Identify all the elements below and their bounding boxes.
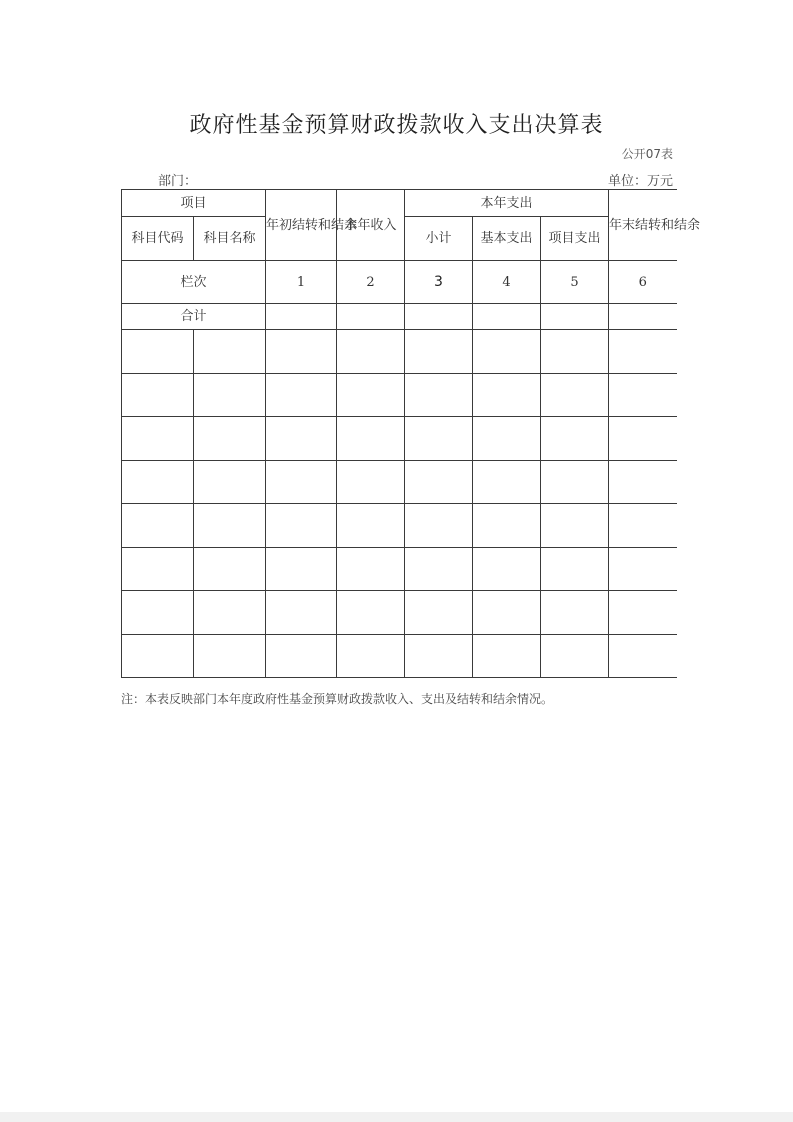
table-cell [541, 417, 609, 461]
table-cell [473, 330, 541, 374]
header-code: 科目代码 [122, 217, 194, 261]
table-cell [194, 635, 266, 678]
table-row [122, 504, 677, 548]
table-cell [266, 330, 337, 374]
table-cell [609, 330, 677, 374]
table-cell [194, 504, 266, 548]
table-cell [194, 374, 266, 417]
table-cell [405, 417, 473, 461]
table-row [122, 635, 677, 678]
table-cell [266, 374, 337, 417]
table-cell [405, 635, 473, 678]
serial-number: 2 [337, 261, 405, 304]
table-cell [541, 548, 609, 591]
table-cell [609, 591, 677, 635]
viewer-bottom-band [0, 1112, 793, 1122]
table-cell [541, 461, 609, 504]
table-cell [337, 330, 405, 374]
department-label: 部门： [158, 174, 198, 189]
table-cell [337, 504, 405, 548]
table-cell [266, 548, 337, 591]
header-name: 科目名称 [194, 217, 266, 261]
table-cell [122, 548, 194, 591]
header-carry-end: 年末结转和结余 [609, 190, 677, 261]
header-expense-group: 本年支出 [405, 190, 609, 217]
table-cell [609, 461, 677, 504]
page-title: 政府性基金预算财政拨款收入支出决算表 [189, 113, 604, 138]
total-row [122, 304, 677, 330]
table-cell [609, 417, 677, 461]
table-cell [609, 635, 677, 678]
table-cell [194, 461, 266, 504]
table-row [122, 548, 677, 591]
serial-number: 4 [473, 261, 541, 304]
table-cell [122, 591, 194, 635]
table-cell [473, 635, 541, 678]
form-code: 公开07表 [621, 147, 673, 161]
table-cell [541, 304, 609, 330]
table-cell [337, 417, 405, 461]
table-cell [609, 548, 677, 591]
serial-number: 5 [541, 261, 609, 304]
table-cell [609, 304, 677, 330]
total-label: 合计 [122, 304, 266, 330]
table-cell [122, 461, 194, 504]
table-cell [541, 374, 609, 417]
table-cell [194, 417, 266, 461]
table-cell [122, 374, 194, 417]
table-row [122, 461, 677, 504]
table-cell [405, 548, 473, 591]
table-cell [473, 504, 541, 548]
table-cell [541, 504, 609, 548]
header-subtotal: 小计 [405, 217, 473, 261]
table-cell [122, 417, 194, 461]
table-cell [266, 461, 337, 504]
table-cell [266, 504, 337, 548]
table-row [122, 374, 677, 417]
table-cell [266, 591, 337, 635]
header-income: 本年收入 [337, 190, 405, 261]
serial-number: 1 [266, 261, 337, 304]
table-cell [266, 635, 337, 678]
table-cell [194, 591, 266, 635]
table-cell [337, 461, 405, 504]
table-cell [541, 330, 609, 374]
table-cell [405, 504, 473, 548]
table-cell [609, 374, 677, 417]
table-cell [473, 548, 541, 591]
budget-table [121, 189, 701, 678]
header-carry-begin: 年初结转和结余 [266, 190, 337, 261]
table-cell [473, 461, 541, 504]
header-item: 项目 [122, 190, 266, 217]
table-cell [405, 591, 473, 635]
table-row [122, 591, 677, 635]
table-cell [122, 330, 194, 374]
table-cell [405, 461, 473, 504]
table-cell [541, 635, 609, 678]
header-basic: 基本支出 [473, 217, 541, 261]
table-cell [122, 635, 194, 678]
header-row-1 [122, 190, 677, 217]
table-cell [405, 304, 473, 330]
serial-label: 栏次 [122, 261, 266, 304]
table-cell [122, 504, 194, 548]
table-cell [473, 374, 541, 417]
table-row [122, 417, 677, 461]
serial-number: 6 [609, 261, 677, 304]
table-cell [405, 374, 473, 417]
table-cell [473, 591, 541, 635]
table-cell [609, 504, 677, 548]
table-cell [337, 591, 405, 635]
table-cell [266, 417, 337, 461]
table-cell [337, 635, 405, 678]
header-project: 项目支出 [541, 217, 609, 261]
table-cell [266, 304, 337, 330]
footnote: 注：本表反映部门本年度政府性基金预算财政拨款收入、支出及结转和结余情况。 [121, 692, 554, 706]
table-cell [405, 330, 473, 374]
table-cell [337, 548, 405, 591]
serial-row [122, 261, 677, 304]
table-row [122, 330, 677, 374]
table-cell [337, 304, 405, 330]
table-cell [194, 548, 266, 591]
table-cell [473, 417, 541, 461]
table-cell [194, 330, 266, 374]
table-cell [541, 591, 609, 635]
serial-number: 3 [405, 261, 473, 304]
unit-label: 单位：万元 [607, 174, 673, 189]
table-cell [473, 304, 541, 330]
table-cell [337, 374, 405, 417]
